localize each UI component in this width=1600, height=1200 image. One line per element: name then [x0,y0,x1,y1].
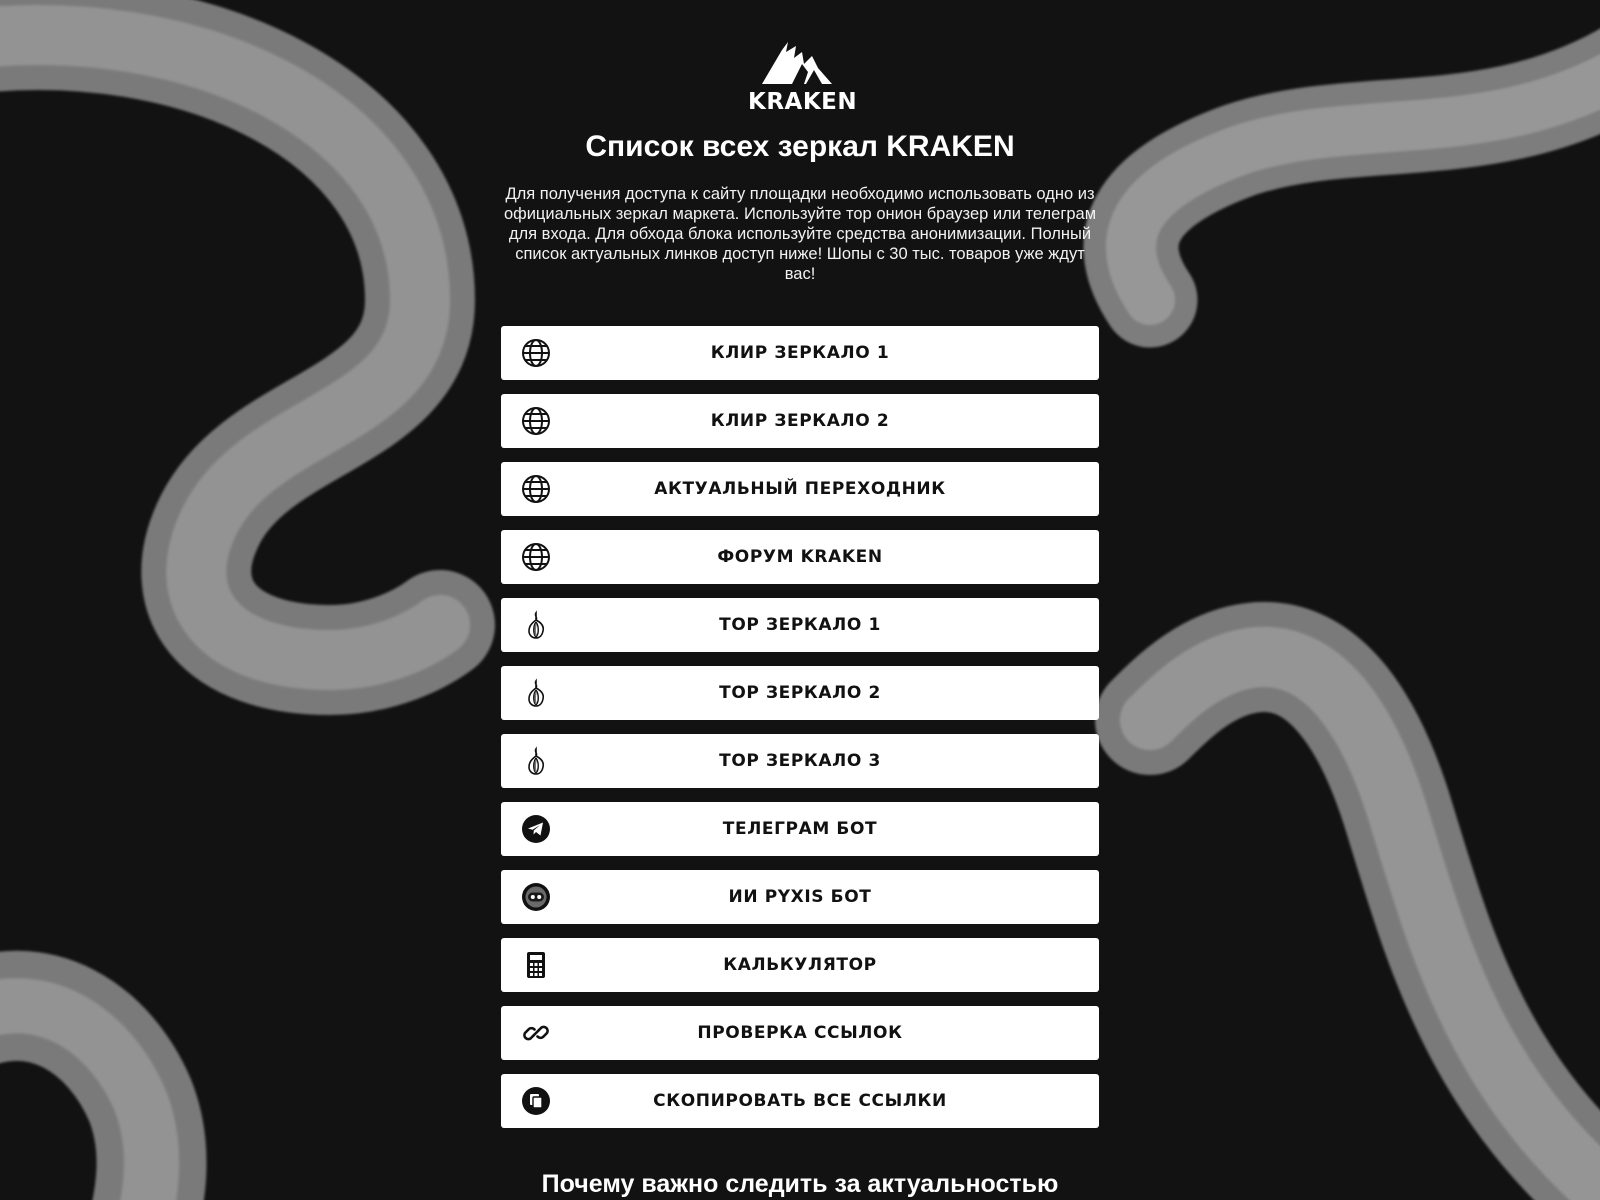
link-button-pyxis-ai-bot[interactable] [501,870,1099,924]
mirror-links-list [501,326,1099,1142]
link-label: ИИ PYXIS БОТ [728,887,872,907]
page-title: Список всех зеркал KRAKEN [585,130,1015,163]
link-button-tor-mirror-1[interactable] [501,598,1099,652]
link-label: ТОР ЗЕРКАЛО 1 [719,615,881,635]
link-button-tor-mirror-3[interactable] [501,734,1099,788]
link-button-tor-mirror-2[interactable] [501,666,1099,720]
page-description: Для получения доступа к сайту площадки необходимо использовать одно из официальных зеркал маркета. Используйте тор онион браузер или телеграм для входа. Для обхода блока используйте средства анонимизации. Полный список актуальных линков доступ ниже! Шопы с 30 тыс. товаров уже ждут вас! [503,185,1097,283]
link-button-copy-all[interactable] [501,1074,1099,1128]
link-label: ТЕЛЕГРАМ БОТ [722,819,878,839]
link-label: КАЛЬКУЛЯТОР [723,955,877,975]
section-title: Почему важно следить за актуальностью [541,1170,1059,1198]
logo-text: KRAKEN [748,89,858,115]
link-label: КЛИР ЗЕРКАЛО 1 [710,343,890,363]
link-label: СКОПИРОВАТЬ ВСЕ ССЫЛКИ [653,1091,947,1111]
link-label: ФОРУМ KRAKEN [717,547,883,567]
link-label: ТОР ЗЕРКАЛО 2 [719,683,881,703]
link-button-clear-mirror-1[interactable] [501,326,1099,380]
link-button-clear-mirror-2[interactable] [501,394,1099,448]
link-button-telegram-bot[interactable] [501,802,1099,856]
link-button-current-gateway[interactable] [501,462,1099,516]
link-button-link-check[interactable] [501,1006,1099,1060]
link-label: АКТУАЛЬНЫЙ ПЕРЕХОДНИК [654,479,946,499]
link-label: КЛИР ЗЕРКАЛО 2 [710,411,890,431]
link-button-calculator[interactable] [501,938,1099,992]
link-label: ТОР ЗЕРКАЛО 3 [719,751,881,771]
link-label: ПРОВЕРКА ССЫЛОК [697,1023,903,1043]
kraken-mountain-icon [748,38,852,90]
link-button-forum[interactable] [501,530,1099,584]
kraken-logo[interactable] [748,38,858,115]
